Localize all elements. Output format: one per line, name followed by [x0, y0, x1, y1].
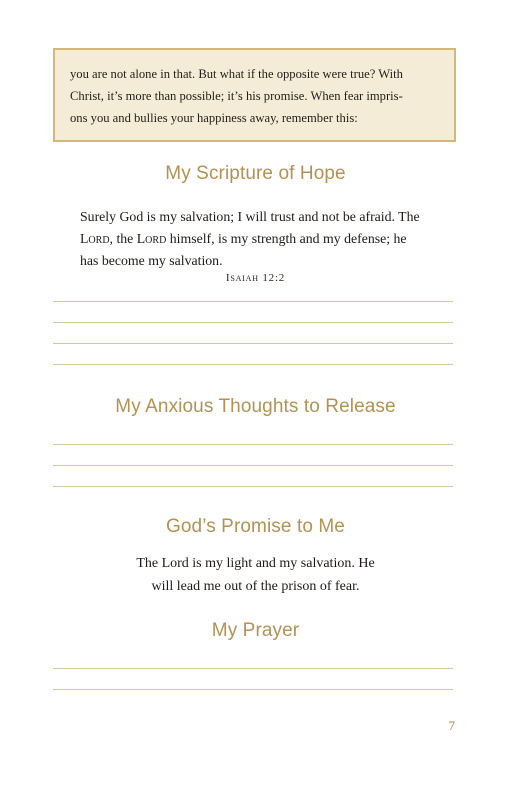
writing-line[interactable]	[53, 364, 453, 365]
scripture-text	[80, 206, 420, 272]
intro-box	[53, 48, 456, 142]
promise-line: will lead me out of the prison of fear.	[151, 579, 360, 594]
promise-text	[0, 552, 511, 598]
intro-text-line: Christ, it’s more than possible; it’s his promise. When fear impris-	[70, 89, 403, 103]
lord-smallcaps: Lord	[80, 231, 110, 246]
page-number: 7	[448, 718, 455, 733]
writing-line[interactable]	[53, 689, 453, 690]
scripture-heading: My Scripture of Hope	[165, 163, 346, 184]
writing-line[interactable]	[53, 301, 453, 302]
promise-heading: God’s Promise to Me	[166, 516, 345, 537]
writing-line[interactable]	[53, 343, 453, 344]
writing-line[interactable]	[53, 465, 453, 466]
scripture-reference: Isaiah 12:2	[225, 272, 286, 284]
prayer-heading: My Prayer	[211, 620, 300, 641]
scripture-line	[80, 228, 420, 250]
anxious-thoughts-heading: My Anxious Thoughts to Release	[115, 396, 396, 417]
writing-line[interactable]	[53, 486, 453, 487]
scripture-line: has become my salvation.	[80, 253, 223, 268]
intro-text-line: you are not alone in that. But what if the opposite were true? With	[70, 67, 403, 81]
writing-line[interactable]	[53, 322, 453, 323]
promise-line: The Lord is my light and my salvation. He	[136, 556, 375, 571]
scripture-fragment: , the	[109, 231, 137, 246]
scripture-fragment: himself, is my strength and my defense; he	[166, 231, 407, 246]
writing-line[interactable]	[53, 668, 453, 669]
writing-line[interactable]	[53, 444, 453, 445]
lord-smallcaps: Lord	[136, 231, 167, 246]
scripture-line: Surely God is my salvation; I will trust and not be afraid. The	[80, 209, 420, 224]
intro-text-line: ons you and bullies your happiness away, remember this:	[70, 111, 358, 125]
